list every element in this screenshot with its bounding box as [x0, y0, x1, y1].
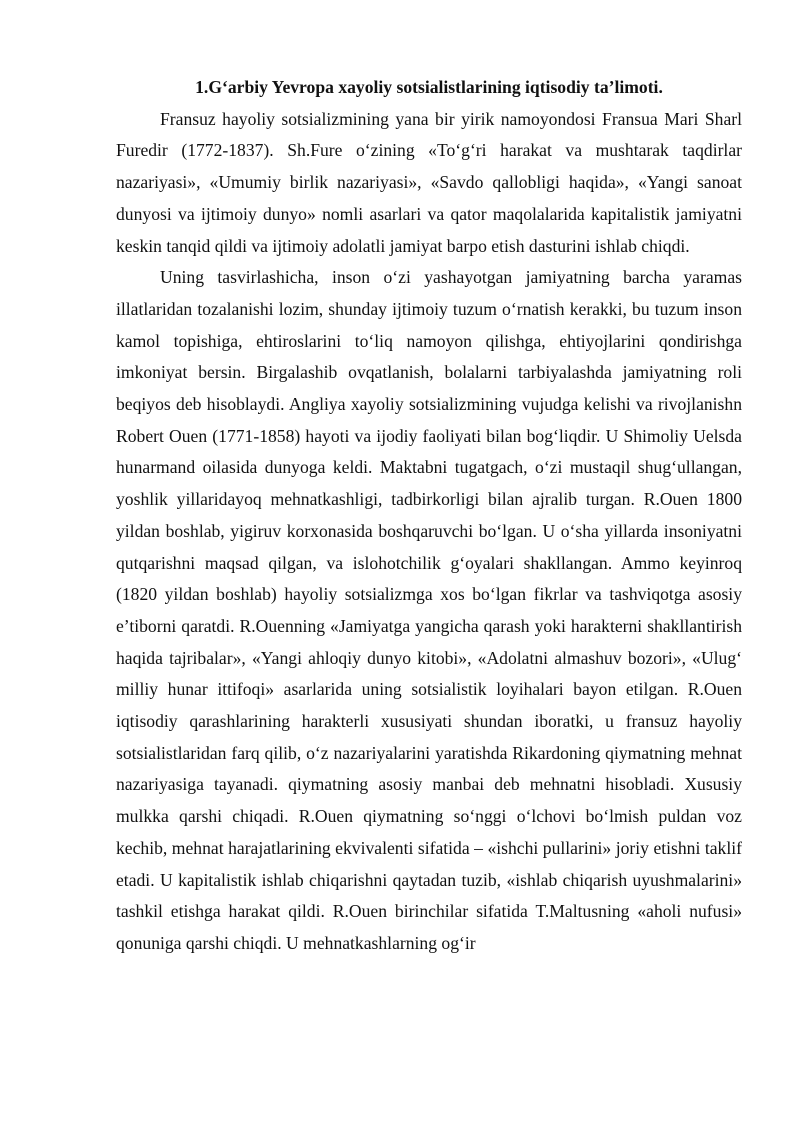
document-page — [116, 72, 742, 960]
paragraph-2: Uning tasvirlashicha, inson o‘zi yashayotgan jamiyatning barcha yaramas illatlaridan tozalanishi lozim, shunday ijtimoiy tuzum o‘rnatish kerakki, bu tuzum inson kamol topishiga, ehtiroslarini to‘liq namoyon qilishga, ehtiyojlarini qondirishga imkoniyat bersin. Birgalashib ovqatlanish, bolalarni tarbiyalashda jamiyatning roli beqiyos deb hisoblaydi. Angliya xayoliy sotsializmining vujudga kelishi va rivojlanishn Robert Ouen (1771-1858) hayoti va ijodiy faoliyati bilan bog‘liqdir. U Shimoliy Uelsda hunarmand oilasida dunyoga keldi. Maktabni tugatgach, o‘zi mustaqil shug‘ullangan, yoshlik yillaridayoq mehnatkashligi, tadbirkorligi bilan ajralib turgan. R.Ouen 1800 yildan boshlab, yigiruv korxonasida boshqaruvchi bo‘lgan. U o‘sha yillarda insoniyatni qutqarishni maqsad qilgan, va islohotchilik g‘oyalari shakllangan. Ammo keyinroq (1820 yildan boshlab) hayoliy sotsializmga xos bo‘lgan fikrlar va tashviqotga asosiy e’tiborni qaratdi. R.Ouenning «Jamiyatga yangicha qarash yoki harakterni shakllantirish haqida tajribalar», «Yangi ahloqiy dunyo kitobi», «Adolatni almashuv bozori», «Ulug‘ milliy hunar ittifoqi» asarlarida uning sotsialistik loyihalari bayon etilgan. R.Ouen iqtisodiy qarashlarining harakterli xususiyati shundan iboratki, u fransuz hayoliy sotsialistlaridan farq qilib, o‘z nazariyalarini yaratishda Rikardoning qiymatning mehnat nazariyasiga tayanadi. qiymatning asosiy manbai deb mehnatni hisobladi. Xususiy mulkka qarshi chiqadi. R.Ouen qiymatning so‘nggi o‘lchovi bo‘lmish puldan voz kechib, mehnat harajatlarining ekvivalenti sifatida – «ishchi pullarini» joriy etishni taklif etadi. U kapitalistik ishlab chiqarishni qaytadan tuzib, «ishlab chiqarish uyushmalarini» tashkil etishga harakat qildi. R.Ouen birinchilar sifatida T.Maltusning «aholi nufusi» qonuniga qarshi chiqdi. U mehnatkashlarning og‘ir — [116, 267, 742, 953]
paragraph-1: Fransuz hayoliy sotsializmining yana bir yirik namoyondosi Fransua Mari Sharl Furedir (1772-1837). Sh.Fure o‘zining «To‘g‘ri harakat va mushtarak taqdirlar nazariyasi», «Umumiy birlik nazariyasi», «Savdo qallobligi haqida», «Yangi sanoat dunyosi va ijtimoiy dunyo» nomli asarlari va qator maqolalarida kapitalistik jamiyatni keskin tanqid qildi va ijtimoiy adolatli jamiyat barpo etish dasturini ishlab chiqdi. — [116, 108, 742, 256]
section-title: 1.G‘arbiy Yevropa xayoliy sotsialistlarining iqtisodiy ta’limoti. — [195, 77, 663, 97]
